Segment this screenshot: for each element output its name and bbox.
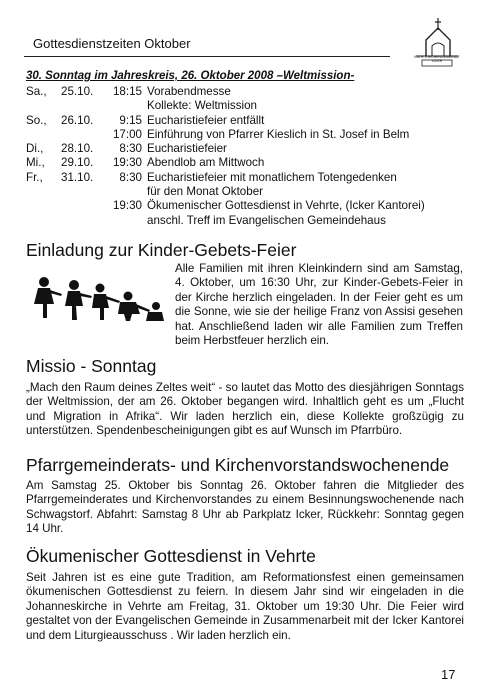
schedule-heading: 30. Sonntag im Jahreskreis, 26. Oktober 2008 –Weltmission- (26, 70, 355, 82)
page-number: 17 (441, 667, 456, 682)
section-text-kinder: Alle Familien mit ihren Kleinkindern sind am Samstag, 4. Oktober, um 16:30 Uhr, zur Kinder-Gebets-Feier in der Kirche herzlich eingeladen. In der Feier geht es um die Sonne, wie sie der heilige Franz von Assisi gesehen hat. Anschließend laden wir alle Familien zum Treffen beim Herbstfeuer herzlich ein. (175, 262, 463, 348)
section-title-oekum: Ökumenischer Gottesdienst in Vehrte (26, 546, 316, 566)
section-text-oekum: Seit Jahren ist es eine gute Tradition, am Reformationsfest einen gemeinsamen ökumenischen Gottesdienst zu feiern. In diesem Jahr sind wir eingeladen in die Johanneskirche in Vehrte am Freitag, 31. Oktober um 19:30 Uhr. Die Feier wird gestaltet von der Evangelischen Gemeinde in Zusammenarbeit mit der Icker Kantorei und dem Liturgieausschuss . Wir laden herzlich ein. (26, 571, 464, 642)
section-title-missio: Missio - Sonntag (26, 356, 157, 376)
section-title-pfarr: Pfarrgemeinderats- und Kirchenvorstandswochenende (26, 455, 450, 475)
children-silhouettes-icon (28, 274, 168, 324)
section-title-kinder: Einladung zur Kinder-Gebets-Feier (26, 240, 297, 260)
section-text-pfarr: Am Samstag 25. Oktober bis Sonntag 26. Oktober fahren die Mitglieder des Pfarrgemeinderates und Kirchenvorstandes zu einem Besinnungswochenende nach Schwagstorf. Abfahrt: Samstag 8 Uhr ab Parkplatz Icker, Rückkehr: Sonntag gegen 14 Uhr. (26, 479, 464, 536)
header-title: Gottesdienstzeiten Oktober (33, 36, 191, 51)
header-rule (24, 56, 390, 57)
section-text-missio: „Mach den Raum deines Zeltes weit“ - so lautet das Motto des diesjährigen Sonntags der Weltmission, der am 26. Oktober begangen wird. Inhaltlich geht es um „Flucht und Migration in Afrika“. Wir laden herzlich ein, diese Kollekte großzügig zu unterstützen. Spendenbescheinigungen gibt es auf Wunsch im Pfarrbüro. (26, 381, 464, 438)
logo-text: KATH. KIRCHENGEMEINDE ICKER (414, 55, 460, 64)
